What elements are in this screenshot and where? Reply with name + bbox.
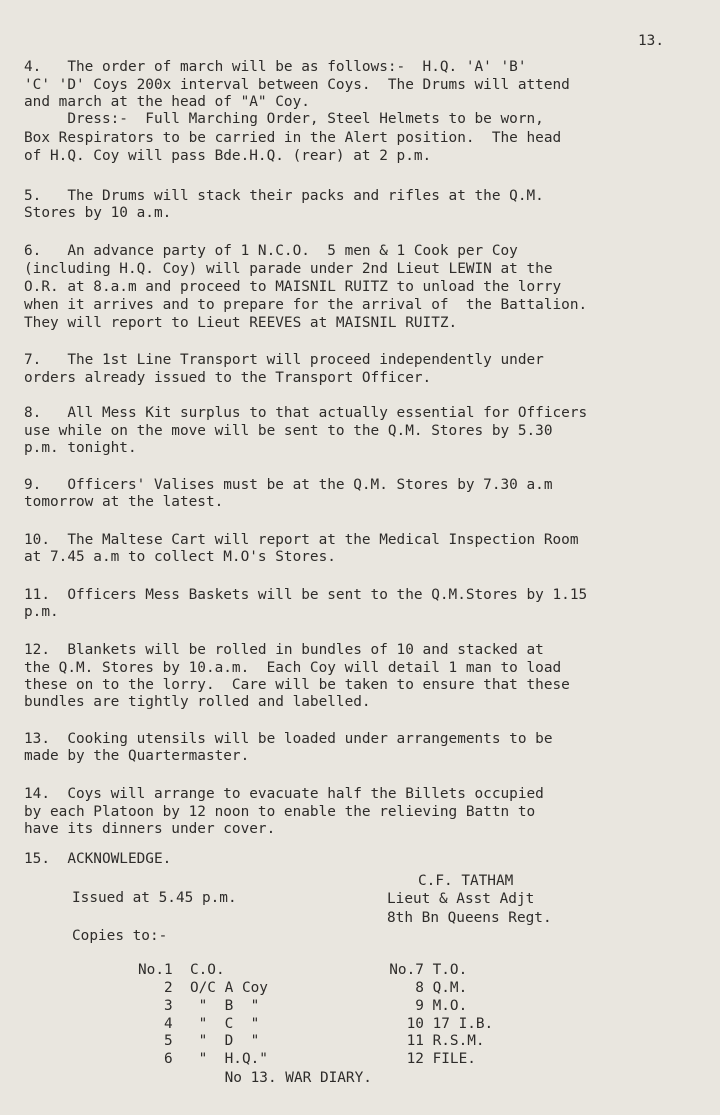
copies-label: Copies to:-: [72, 928, 168, 944]
copies-line-7: No 13. WAR DIARY.: [138, 1070, 372, 1086]
para-9-line-1: 9. Officers' Valises must be at the Q.M. Stores by 7.30 a.m: [24, 477, 553, 493]
issued-time: Issued at 5.45 p.m.: [72, 890, 237, 906]
para-4-line-4: Dress:- Full Marching Order, Steel Helmets to be worn,: [24, 111, 544, 127]
copies-line-6: 6 " H.Q." 12 FILE.: [138, 1051, 476, 1067]
para-6-line-1: 6. An advance party of 1 N.C.O. 5 men & 1 Cook per Coy: [24, 243, 518, 259]
para-8-line-3: p.m. tonight.: [24, 440, 137, 456]
para-4-line-2: 'C' 'D' Coys 200x interval between Coys. The Drums will attend: [24, 77, 570, 93]
para-10-line-1: 10. The Maltese Cart will report at the Medical Inspection Room: [24, 532, 579, 548]
para-10-line-2: at 7.45 a.m to collect M.O's Stores.: [24, 549, 336, 565]
para-12-line-2: the Q.M. Stores by 10.a.m. Each Coy will detail 1 man to load: [24, 660, 562, 676]
para-7-line-1: 7. The 1st Line Transport will proceed independently under: [24, 352, 544, 368]
para-14-line-2: by each Platoon by 12 noon to enable the relieving Battn to: [24, 804, 536, 820]
para-6-line-5: They will report to Lieut REEVES at MAISNIL RUITZ.: [24, 315, 458, 331]
para-5-line-1: 5. The Drums will stack their packs and rifles at the Q.M.: [24, 188, 544, 204]
para-6-line-4: when it arrives and to prepare for the arrival of the Battalion.: [24, 297, 588, 313]
para-14-line-1: 14. Coys will arrange to evacuate half the Billets occupied: [24, 786, 544, 802]
page-number: 13.: [638, 33, 664, 49]
para-8-line-1: 8. All Mess Kit surplus to that actually essential for Officers: [24, 405, 588, 421]
para-6-line-3: O.R. at 8.a.m and proceed to MAISNIL RUITZ to unload the lorry: [24, 279, 562, 295]
para-4-line-6: of H.Q. Coy will pass Bde.H.Q. (rear) at 2 p.m.: [24, 148, 432, 164]
para-12-line-1: 12. Blankets will be rolled in bundles of 10 and stacked at: [24, 642, 544, 658]
para-9-line-2: tomorrow at the latest.: [24, 494, 224, 510]
signature-unit: 8th Bn Queens Regt.: [387, 910, 552, 926]
para-13-line-2: made by the Quartermaster.: [24, 748, 250, 764]
copies-line-1: No.1 C.O. No.7 T.O.: [138, 962, 468, 978]
para-13-line-1: 13. Cooking utensils will be loaded under arrangements to be: [24, 731, 553, 747]
para-11-line-2: p.m.: [24, 604, 59, 620]
signature-rank: Lieut & Asst Adjt: [387, 891, 535, 907]
para-11-line-1: 11. Officers Mess Baskets will be sent to the Q.M.Stores by 1.15: [24, 587, 588, 603]
para-4-line-3: and march at the head of "A" Coy.: [24, 94, 310, 110]
copies-line-2: 2 O/C A Coy 8 Q.M.: [138, 980, 468, 996]
para-12-line-4: bundles are tightly rolled and labelled.: [24, 694, 371, 710]
copies-line-4: 4 " C " 10 17 I.B.: [138, 1016, 494, 1032]
copies-line-3: 3 " B " 9 M.O.: [138, 998, 468, 1014]
para-8-line-2: use while on the move will be sent to the Q.M. Stores by 5.30: [24, 423, 553, 439]
para-4-line-5: Box Respirators to be carried in the Alert position. The head: [24, 130, 562, 146]
para-15-line-1: 15. ACKNOWLEDGE.: [24, 851, 172, 867]
para-4-line-1: 4. The order of march will be as follows:- H.Q. 'A' 'B': [24, 59, 527, 75]
para-5-line-2: Stores by 10 a.m.: [24, 205, 172, 221]
copies-line-5: 5 " D " 11 R.S.M.: [138, 1033, 485, 1049]
para-14-line-3: have its dinners under cover.: [24, 821, 276, 837]
para-7-line-2: orders already issued to the Transport Officer.: [24, 370, 432, 386]
signature-name: C.F. TATHAM: [418, 873, 514, 889]
para-6-line-2: (including H.Q. Coy) will parade under 2nd Lieut LEWIN at the: [24, 261, 553, 277]
para-12-line-3: these on to the lorry. Care will be taken to ensure that these: [24, 677, 570, 693]
